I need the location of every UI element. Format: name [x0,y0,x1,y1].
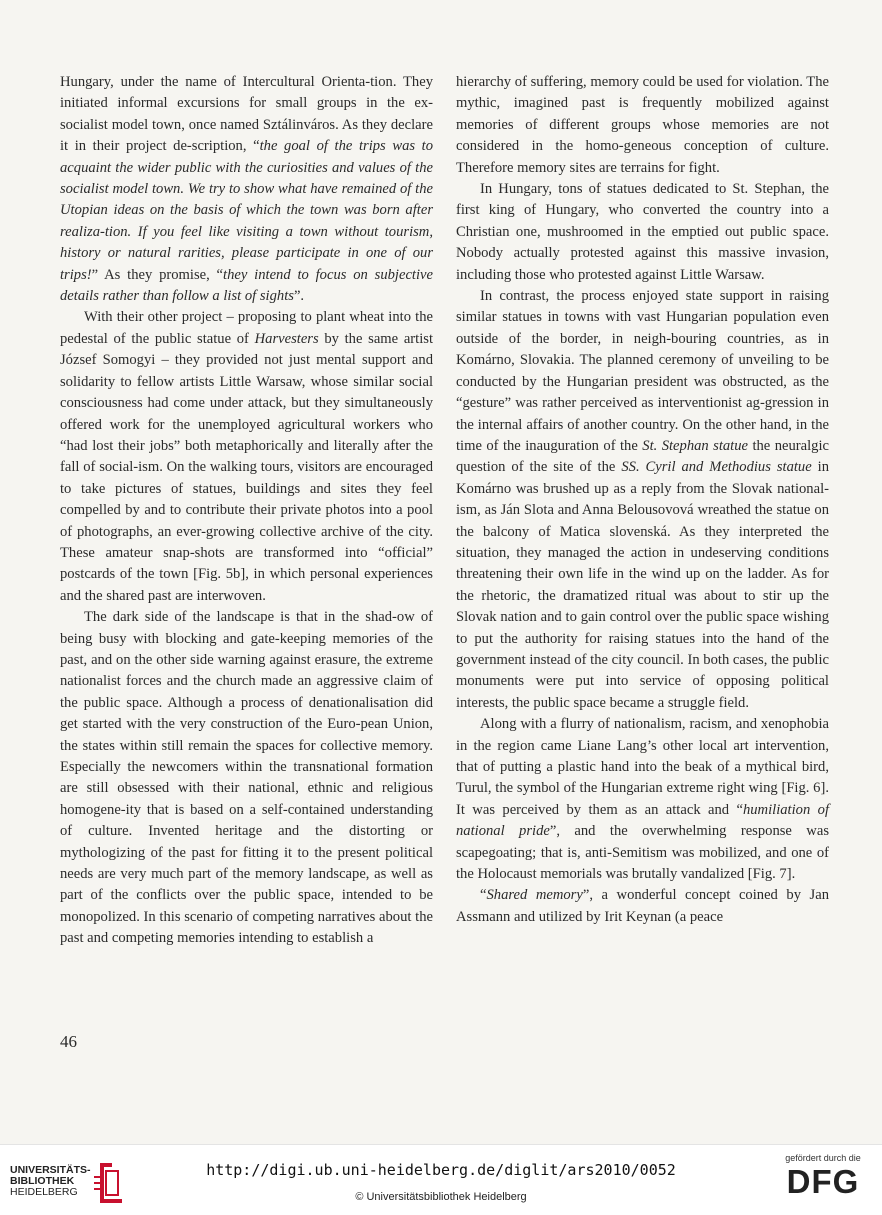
library-name-line3: HEIDELBERG [10,1186,78,1198]
text-run: Hungary, under the name of Intercultural Orienta-tion. They initiated informal excursions for small groups in the ex-socialist model town, once named Sztálinváros. As they declare it in their project de-scription, “ [60,74,433,155]
text-run: In Hungary, tons of statues dedicated to St. Stephan, the first king of Hungary, who converted the country into a Christian one, mushroomed in the emptied out public space. Nobody actually protested against this massive invasion, including those who protested against Little Warsaw. [456,181,829,283]
text-run: Along with a flurry of nationalism, racism, and xenophobia in the region came Liane Lang’s other local art intervention, that of putting a plastic hand into the beak of a mythical bird, Turul, the symbol of the Hungarian extreme right wing [Fig. 6]. It was perceived by them as an attack and “ [456,716,829,818]
page-number: 46 [60,1032,77,1051]
dfg-logo[interactable] [778,1153,868,1209]
source-url-link[interactable]: http://digi.ub.uni-heidelberg.de/diglit/ars2010/0052 [206,1161,676,1179]
left-column [60,72,433,950]
library-name-line2: BIBLIOTHEK [10,1175,75,1187]
text-run: ” As they promise, “ [91,266,224,283]
paragraph [456,714,829,885]
paragraph [456,885,829,928]
italic-text: Harvesters [254,330,319,347]
copyright-text: © Universitätsbibliothek Heidelberg [355,1191,527,1203]
paragraph [60,72,433,307]
italic-text: St. Stephan statue [642,437,749,454]
text-run: ”, and the overwhelming response was scapegoating; that is, anti-Semitism was mobilized, and one of the Holocaust memorials was brutally vandalized [Fig. 7]. [456,823,830,883]
text-run: “ [480,887,487,904]
text-run: by the same artist József Somogyi – they provided not just mental support and solidarity to fellow artists Little Warsaw, whose similar social consciousness had come under attack, but they simultaneously offered work for the unemployed agricultural workers who “had lost their jobs” both metaphorically and literally after the fall of social-ism. On the walking tours, visitors are encouraged to take pictures of statues, buildings and sites they feel compelled by and to contribute their private photos into a pool of photographs, an ever-growing collective archive of the city. These amateur snap-shots are transformed into “official” postcards of the town [Fig. 5b], in which personal experiences and the shared past are interwoven. [60,330,433,604]
text-run: ”. [293,288,305,305]
text-run: the neuralgic question of the site of the [456,437,829,476]
text-run: In contrast, the process enjoyed state support in raising similar statues in towns with vast Hungarian population even outside of the border, in neigh-bouring countries, as in Komárno, Slovakia. The planned ceremony of unveiling to be conducted by the Hungarian president was obstructed, as the “gesture” was rather perceived as interventionist ag-gression in the internal affairs of another country. On the other hand, in the time of the inauguration of the [456,288,829,454]
dfg-wordmark: DFG [786,1163,860,1200]
text-run: The dark side of the landscape is that in the shad-ow of being busy with blocking and gate-keeping memories of the past, and on the other side warning against erasure, the extreme nationalist forces and the church made an aggressive claim of the public space. Although a process of denationalisation did get started with the very construction of the Euro-pean Union, the states within still remain the spaces for collective memory. Especially the newcomers within the transnational formation are still obsessed with their national, ethnic and religious homogene-ity that is based on a self-contained understanding of culture. Invented heritage and the distorting or mythologizing of the past for fitting it to the present political needs are very much part of the memory landscape, as well as part of the conflicts over the public space, intended to be monopolized. In this scenario of competing narratives about the past and competing memories intending to establish a [60,609,433,947]
text-run: in Komárno was brushed up as a reply from the Slovak national-ism, as Ján Slota and Anna Belousovová wreathed the statue on the balcony of Matica slovenská. As they interpreted the situation, they managed the action in undeserving conditions threatening their own life in the wind up on the ladder. As for the rhetoric, the dramatized ritual was about to stir up the Slovak nation and to gain control over the public space wishing to put the authority for raising statues into the hand of the government instead of the city council. In both cases, the public monuments were put into service of opposing political interests, the public space became a struggle field. [456,459,830,711]
italic-text: they intend to focus on subjective details rather than follow a list of sights [60,266,433,305]
funded-by-text: gefördert durch die [785,1153,861,1163]
paragraph [456,179,829,286]
italic-text: humiliation of national pride [456,801,829,840]
italic-text: SS. Cyril and Methodius statue [621,459,812,476]
italic-text: Shared memory [486,887,583,904]
italic-text: the goal of the trips was to acquaint the wider public with the curiosities and values of the socialist model town. We try to show what have remained of the Utopian ideas on the basis of which the town was born after realiza-tion. If you feel like visiting a town without tourism, history or natural rarities, please participate in one of our trips! [60,138,434,283]
text-run: hierarchy of suffering, memory could be used for violation. The mythic, imagined past is frequently mobilized against memories of different groups whose memories are not considered in the homo-geneous conception of culture. Therefore memory sites are terrains for fight. [456,74,829,176]
right-column [456,72,829,928]
text-run: With their other project – proposing to plant wheat into the pedestal of the public statue of [60,309,433,347]
paragraph [60,607,433,950]
library-name-line1: UNIVERSITÄTS- [10,1164,91,1176]
paragraph [456,72,829,179]
footer [0,1144,882,1215]
paragraph [456,286,829,714]
text-run: ”, a wonderful concept coined by Jan Assmann and utilized by Irit Keynan (a peace [456,887,829,925]
paragraph [60,307,433,607]
